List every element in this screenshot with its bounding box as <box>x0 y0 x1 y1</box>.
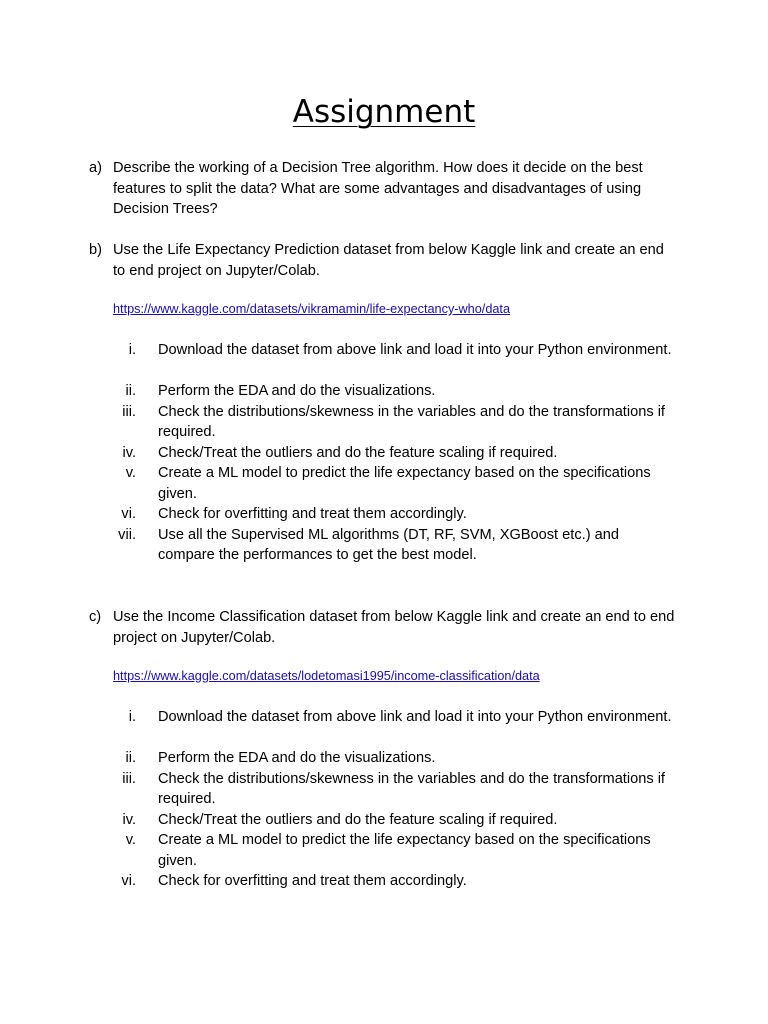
question-label: a) <box>89 160 102 176</box>
list-item <box>0 504 768 525</box>
step-text: Check/Treat the outliers and do the feature scaling if required. <box>158 811 558 828</box>
step-text: Check for overfitting and treat them accordingly. <box>158 873 467 889</box>
step-text: Use all the Supervised ML algorithms (DT, RF, SVM, XGBoost etc.) and compare the performances to get the best model. <box>158 526 619 563</box>
step-text: Download the dataset from above link and load it into your Python environment. <box>158 709 672 725</box>
list-item <box>0 402 768 443</box>
question-text: Describe the working of a Decision Tree algorithm. How does it decide on the best features to split the data? What are some advantages and disadvantages of using Decision Trees? <box>113 160 643 217</box>
step-number: i. <box>128 709 136 725</box>
step-text: Check the distributions/skewness in the variables and do the transformations if required. <box>158 403 665 440</box>
step-text: Check for overfitting and treat them accordingly. <box>158 506 467 522</box>
list-item <box>0 340 768 381</box>
step-number: v. <box>125 465 136 481</box>
step-number: ii. <box>125 383 136 399</box>
kaggle-link-income-classification[interactable]: https://www.kaggle.com/datasets/lodetomasi1995/income-classification/data <box>113 669 540 683</box>
step-number: v. <box>125 832 136 848</box>
step-number: i. <box>128 342 136 358</box>
list-item <box>0 871 768 892</box>
list-item <box>0 830 768 871</box>
question-label: c) <box>89 609 102 625</box>
page-title: Assignment <box>292 94 476 130</box>
step-number: iii. <box>122 770 136 787</box>
list-item <box>0 707 768 748</box>
step-number: ii. <box>125 750 136 766</box>
step-text: Create a ML model to predict the life expectancy based on the specifications given. <box>158 465 651 502</box>
step-text: Check/Treat the outliers and do the feature scaling if required. <box>158 444 558 461</box>
step-number: vi. <box>121 873 136 889</box>
question-text: Use the Life Expectancy Prediction dataset from below Kaggle link and create an end to end project on Jupyter/Colab. <box>113 242 664 279</box>
question-label: b) <box>89 242 102 258</box>
step-text: Download the dataset from above link and load it into your Python environment. <box>158 342 672 358</box>
list-item <box>0 525 768 566</box>
step-list-b <box>0 340 768 566</box>
step-number: iv. <box>122 444 136 461</box>
step-number: vii. <box>118 526 136 543</box>
step-text: Perform the EDA and do the visualizations. <box>158 383 436 399</box>
list-item <box>0 381 768 402</box>
list-item <box>0 748 768 769</box>
list-item <box>0 443 768 464</box>
step-number: iii. <box>122 403 136 420</box>
step-text: Check the distributions/skewness in the variables and do the transformations if required. <box>158 770 665 807</box>
step-text: Perform the EDA and do the visualizations. <box>158 750 436 766</box>
question-text: Use the Income Classification dataset from below Kaggle link and create an end to end project on Jupyter/Colab. <box>113 609 675 646</box>
list-item <box>0 810 768 831</box>
step-list-c <box>0 707 768 892</box>
step-number: iv. <box>122 811 136 828</box>
kaggle-link-life-expectancy[interactable]: https://www.kaggle.com/datasets/vikramamin/life-expectancy-who/data <box>113 302 511 316</box>
list-item <box>0 769 768 810</box>
step-text: Create a ML model to predict the life expectancy based on the specifications given. <box>158 832 651 869</box>
step-number: vi. <box>121 506 136 522</box>
list-item <box>0 463 768 504</box>
